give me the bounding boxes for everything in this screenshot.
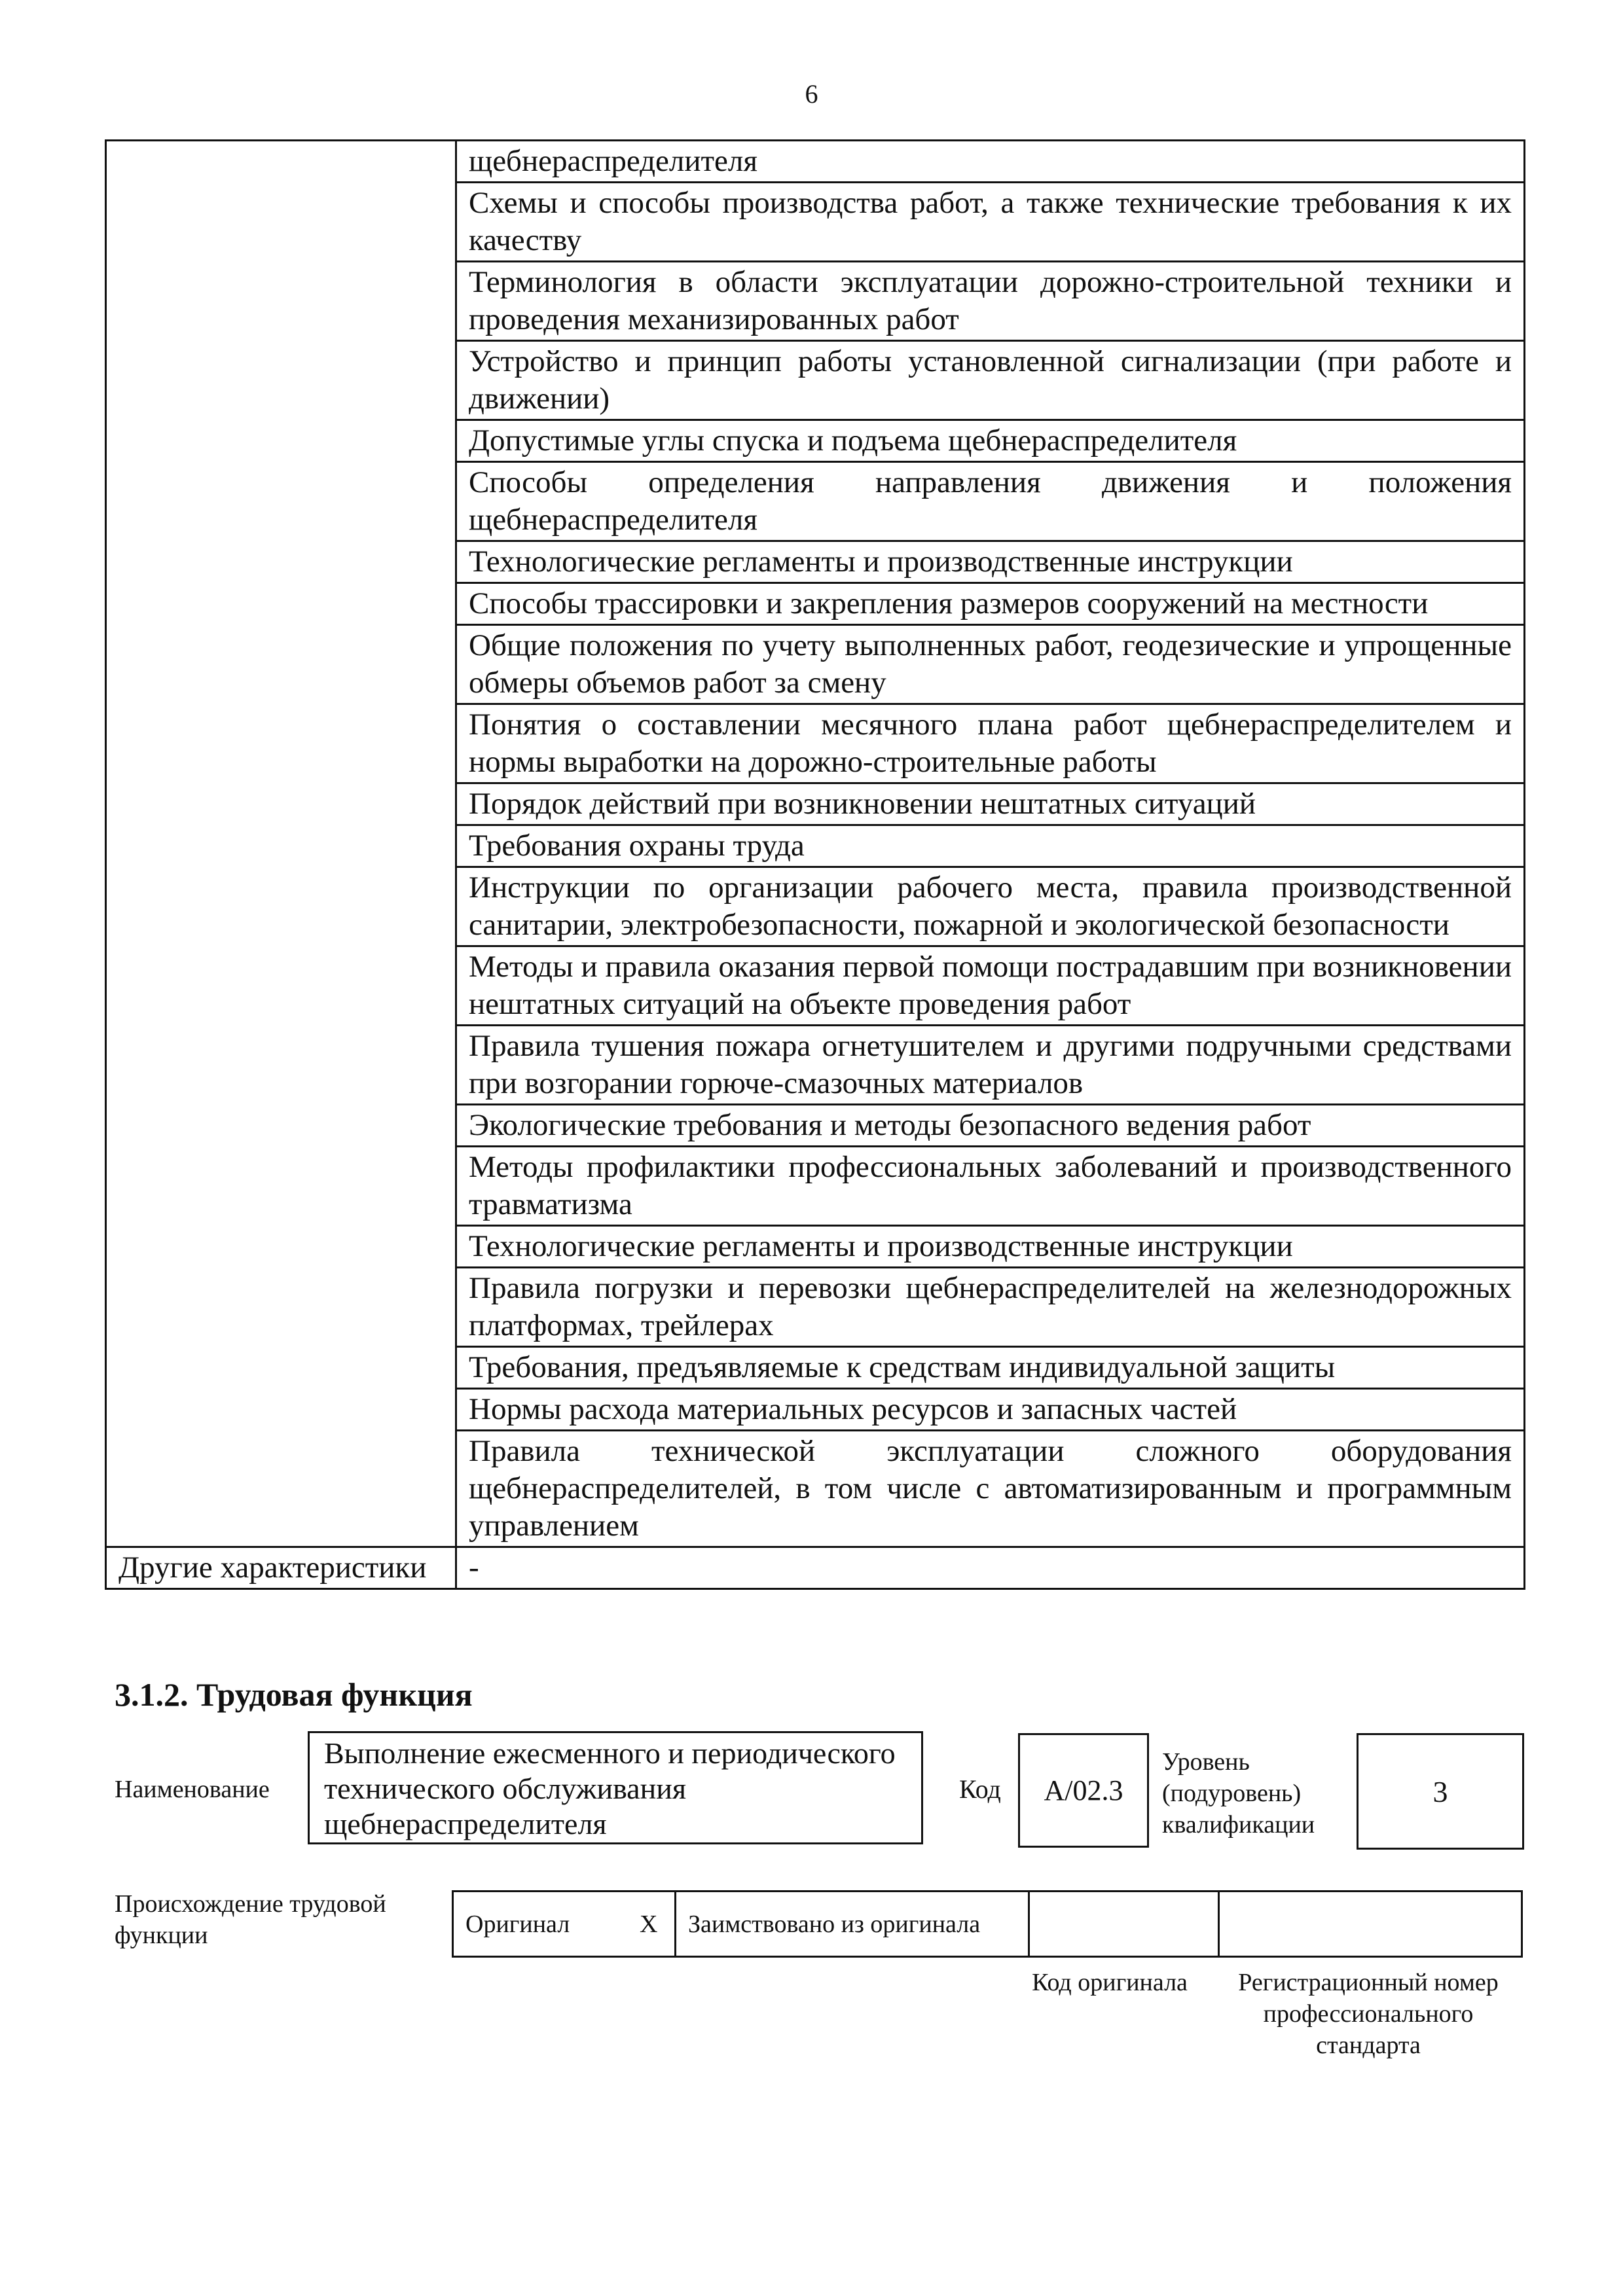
original-mark: X xyxy=(623,1892,676,1957)
knowledge-item: Способы трассировки и закрепления размеров сооружений на местности xyxy=(456,583,1525,625)
knowledge-table xyxy=(105,139,1525,1590)
knowledge-item: Допустимые углы спуска и подъема щебнераспределителя xyxy=(456,420,1525,462)
section-title: 3.1.2. Трудовая функция xyxy=(115,1676,473,1713)
knowledge-label-cell xyxy=(106,141,456,1547)
knowledge-item: Инструкции по организации рабочего места, правила производственной санитарии, электробезопасности, пожарной и экологической безопасности xyxy=(456,867,1525,946)
caption-original-code: Код оригинала xyxy=(1032,1969,1188,1996)
borrowed-label: Заимствовано из оригинала xyxy=(676,1892,1029,1957)
name-label: Наименование xyxy=(115,1776,270,1803)
registration-number-cell xyxy=(1219,1892,1522,1957)
origin-label: Происхождение трудовой функции xyxy=(115,1890,386,1949)
original-code-cell xyxy=(1029,1892,1219,1957)
knowledge-item: Правила тушения пожара огнетушителем и другими подручными средствами при возгорании горюче-смазочных материалов xyxy=(456,1026,1525,1105)
knowledge-item: Нормы расхода материальных ресурсов и запасных частей xyxy=(456,1389,1525,1431)
origin-row xyxy=(453,1892,1522,1957)
knowledge-item: Экологические требования и методы безопасного ведения работ xyxy=(456,1105,1525,1147)
knowledge-item: Порядок действий при возникновении нештатных ситуаций xyxy=(456,783,1525,825)
knowledge-item: Требования, предъявляемые к средствам индивидуальной защиты xyxy=(456,1347,1525,1389)
knowledge-item: Правила погрузки и перевозки щебнераспределителей на железнодорожных платформах, трейлерах xyxy=(456,1268,1525,1347)
knowledge-item: Схемы и способы производства работ, а также технические требования к их качеству xyxy=(456,183,1525,262)
knowledge-item: Методы профилактики профессиональных заболеваний и производственного травматизма xyxy=(456,1147,1525,1226)
caption-registration-number: Регистрационный номер профессионального стандарта xyxy=(1238,1969,1499,2059)
qualification-level-box: 3 xyxy=(1357,1733,1524,1850)
knowledge-item: Технологические регламенты и производственные инструкции xyxy=(456,1226,1525,1268)
knowledge-item: Общие положения по учету выполненных работ, геодезические и упрощенные обмеры объемов работ за смену xyxy=(456,625,1525,704)
knowledge-item: Способы определения направления движения и положения щебнераспределителя xyxy=(456,462,1525,541)
other-characteristics-label: Другие характеристики xyxy=(106,1547,456,1589)
knowledge-row xyxy=(106,141,1525,183)
original-label: Оригинал xyxy=(453,1892,623,1957)
code-label: Код xyxy=(959,1774,1001,1804)
knowledge-item: Технологические регламенты и производственные инструкции xyxy=(456,541,1525,583)
knowledge-item: Методы и правила оказания первой помощи пострадавшим при возникновении нештатных ситуаций на объекте проведения работ xyxy=(456,946,1525,1026)
knowledge-item: Требования охраны труда xyxy=(456,825,1525,867)
function-name-box: Выполнение ежесменного и периодического технического обслуживания щебнераспределителя xyxy=(308,1731,923,1844)
qualification-level-label: Уровень (подуровень) квалификации xyxy=(1162,1748,1315,1839)
page-number: 6 xyxy=(805,79,818,109)
function-code-box: A/02.3 xyxy=(1018,1733,1149,1848)
knowledge-table-body xyxy=(106,141,1525,1589)
other-characteristics-row xyxy=(106,1547,1525,1589)
knowledge-item: щебнераспределителя xyxy=(456,141,1525,183)
knowledge-item: Устройство и принцип работы установленной сигнализации (при работе и движении) xyxy=(456,341,1525,420)
other-characteristics-value: - xyxy=(456,1547,1525,1589)
origin-table xyxy=(452,1890,1523,1958)
knowledge-item: Терминология в области эксплуатации дорожно-строительной техники и проведения механизированных работ xyxy=(456,262,1525,341)
knowledge-item: Правила технической эксплуатации сложного оборудования щебнераспределителей, в том числе с автоматизированным и программным управлением xyxy=(456,1431,1525,1547)
knowledge-item: Понятия о составлении месячного плана работ щебнераспределителем и нормы выработки на дорожно-строительные работы xyxy=(456,704,1525,783)
